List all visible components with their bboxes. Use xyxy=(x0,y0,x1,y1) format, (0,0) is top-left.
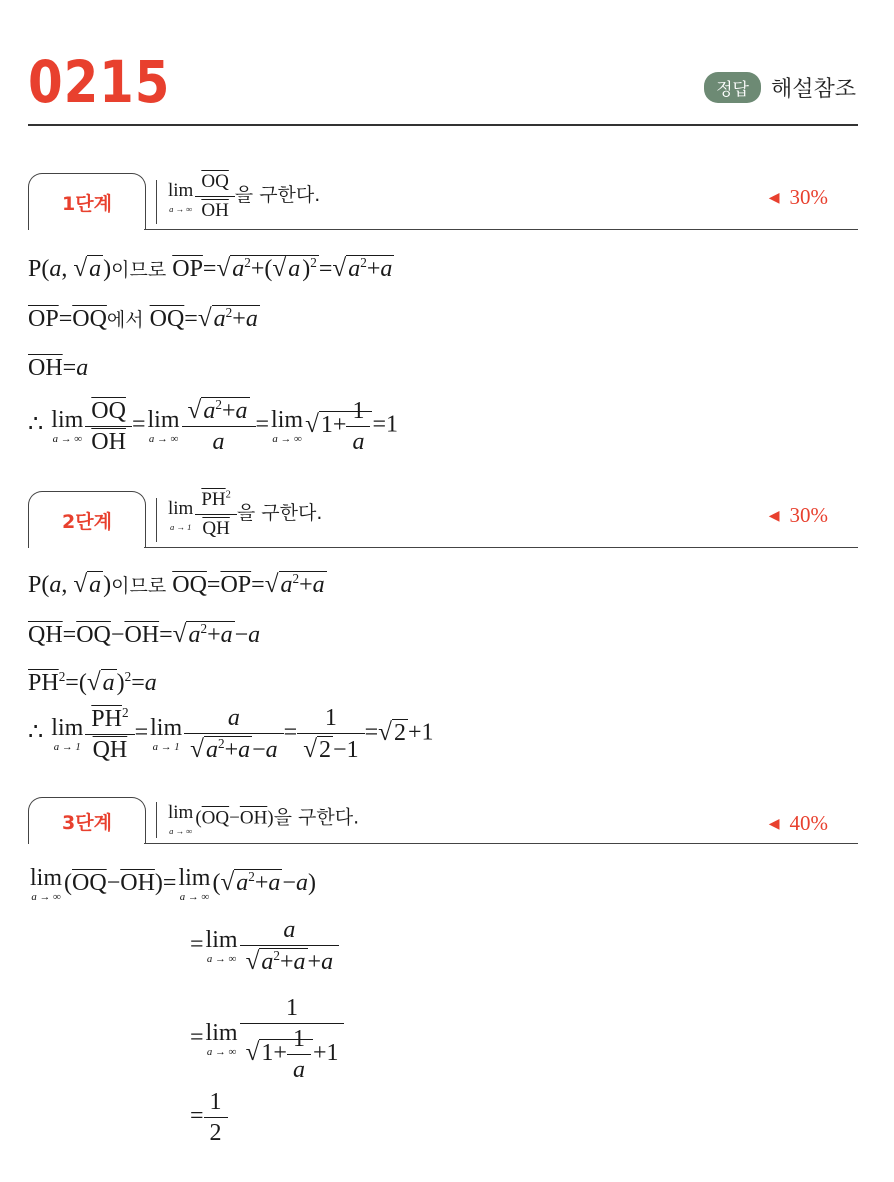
step-separator xyxy=(156,498,157,542)
step-1-line-2: $\overline{OP}=\overline{OQ}$에서 $\overline{OQ}=√a^2+a$ xyxy=(28,305,258,333)
step-3-line-1: lim a → ∞ $(\overline{OQ}-\overline{OH})=$ lim a → ∞ $(√a^2+a-a)$ xyxy=(30,865,316,903)
step-3-line-4: = $\frac{1}{2}$ xyxy=(190,1090,228,1145)
step-1-line-4: ∴ lim a → ∞ $\frac{\overline{OQ}}{OH}$ = lim a → ∞ $\frac{√a^2+a}{a}$ = lim a → ∞ √1+ $\frac{1}{a}$ =1 xyxy=(28,397,398,456)
step-2-line-4: ∴ lim a → 1 $\frac{\overline{PH}^2}{QH}$ = lim a → 1 $\frac{a}{√a^2+a-a}$ = $\frac{1}{√2-1}$ =√2+1 xyxy=(28,705,434,764)
step-2-line-1: P(a, √a)이므로 $\overline{OQ}=\overline{OP}=√a^2+a$ xyxy=(28,571,325,599)
step-3-line-3: = lim a → ∞ 1 √1+ $\frac{1}{a}$ +1 xyxy=(190,996,344,1082)
step-1-line-3: $\overline{OH}=a$ xyxy=(28,355,89,381)
step-3-description: lim a → ∞ $(\overline{OQ}-\overline{OH})$을 구한다. xyxy=(168,802,360,836)
step-3-tab: 3단계 xyxy=(28,797,146,844)
step-2-header xyxy=(28,478,858,548)
header-divider xyxy=(28,124,858,126)
step-1-line-1: P(a, √a)이므로 $\overline{OP}=√a^2+(√a)^2=√a^2+a$ xyxy=(28,255,393,283)
step-divider xyxy=(144,843,858,844)
answer-area xyxy=(704,72,856,103)
step-2-line-3: $\overline{PH}^2=(√a)^2=a$ xyxy=(28,669,157,697)
step-2-line-2: $\overline{QH}=\overline{OQ}-\overline{OH}=√a^2+a-a$ xyxy=(28,621,261,649)
step-2-description: lim a → 1 $\frac{\overline{PH}^2}{QH}$ 을 구한다. xyxy=(168,489,323,539)
step-1-description: lim a → ∞ $\frac{\overline{OQ}}{OH}$ 을 구한다. xyxy=(168,171,321,221)
step-3-percent: ◀ 40% xyxy=(768,811,828,835)
step-2-tab: 2단계 xyxy=(28,491,146,548)
problem-number: 0215 xyxy=(28,48,171,116)
answer-badge: 정답 xyxy=(704,72,761,103)
step-divider xyxy=(144,547,858,548)
step-3-header xyxy=(28,774,858,844)
step-separator xyxy=(156,802,157,838)
step-1-tab: 1단계 xyxy=(28,173,146,230)
step-1-header xyxy=(28,160,858,230)
step-separator xyxy=(156,180,157,224)
step-1-percent: ◀ 30% xyxy=(768,185,828,209)
step-2-percent: ◀ 30% xyxy=(768,503,828,527)
step-3-line-2: = lim a → ∞ $\frac{a}{√a^2+a+a}$ xyxy=(190,918,339,974)
answer-text: 해설참조 xyxy=(770,77,856,102)
step-divider xyxy=(144,229,858,230)
